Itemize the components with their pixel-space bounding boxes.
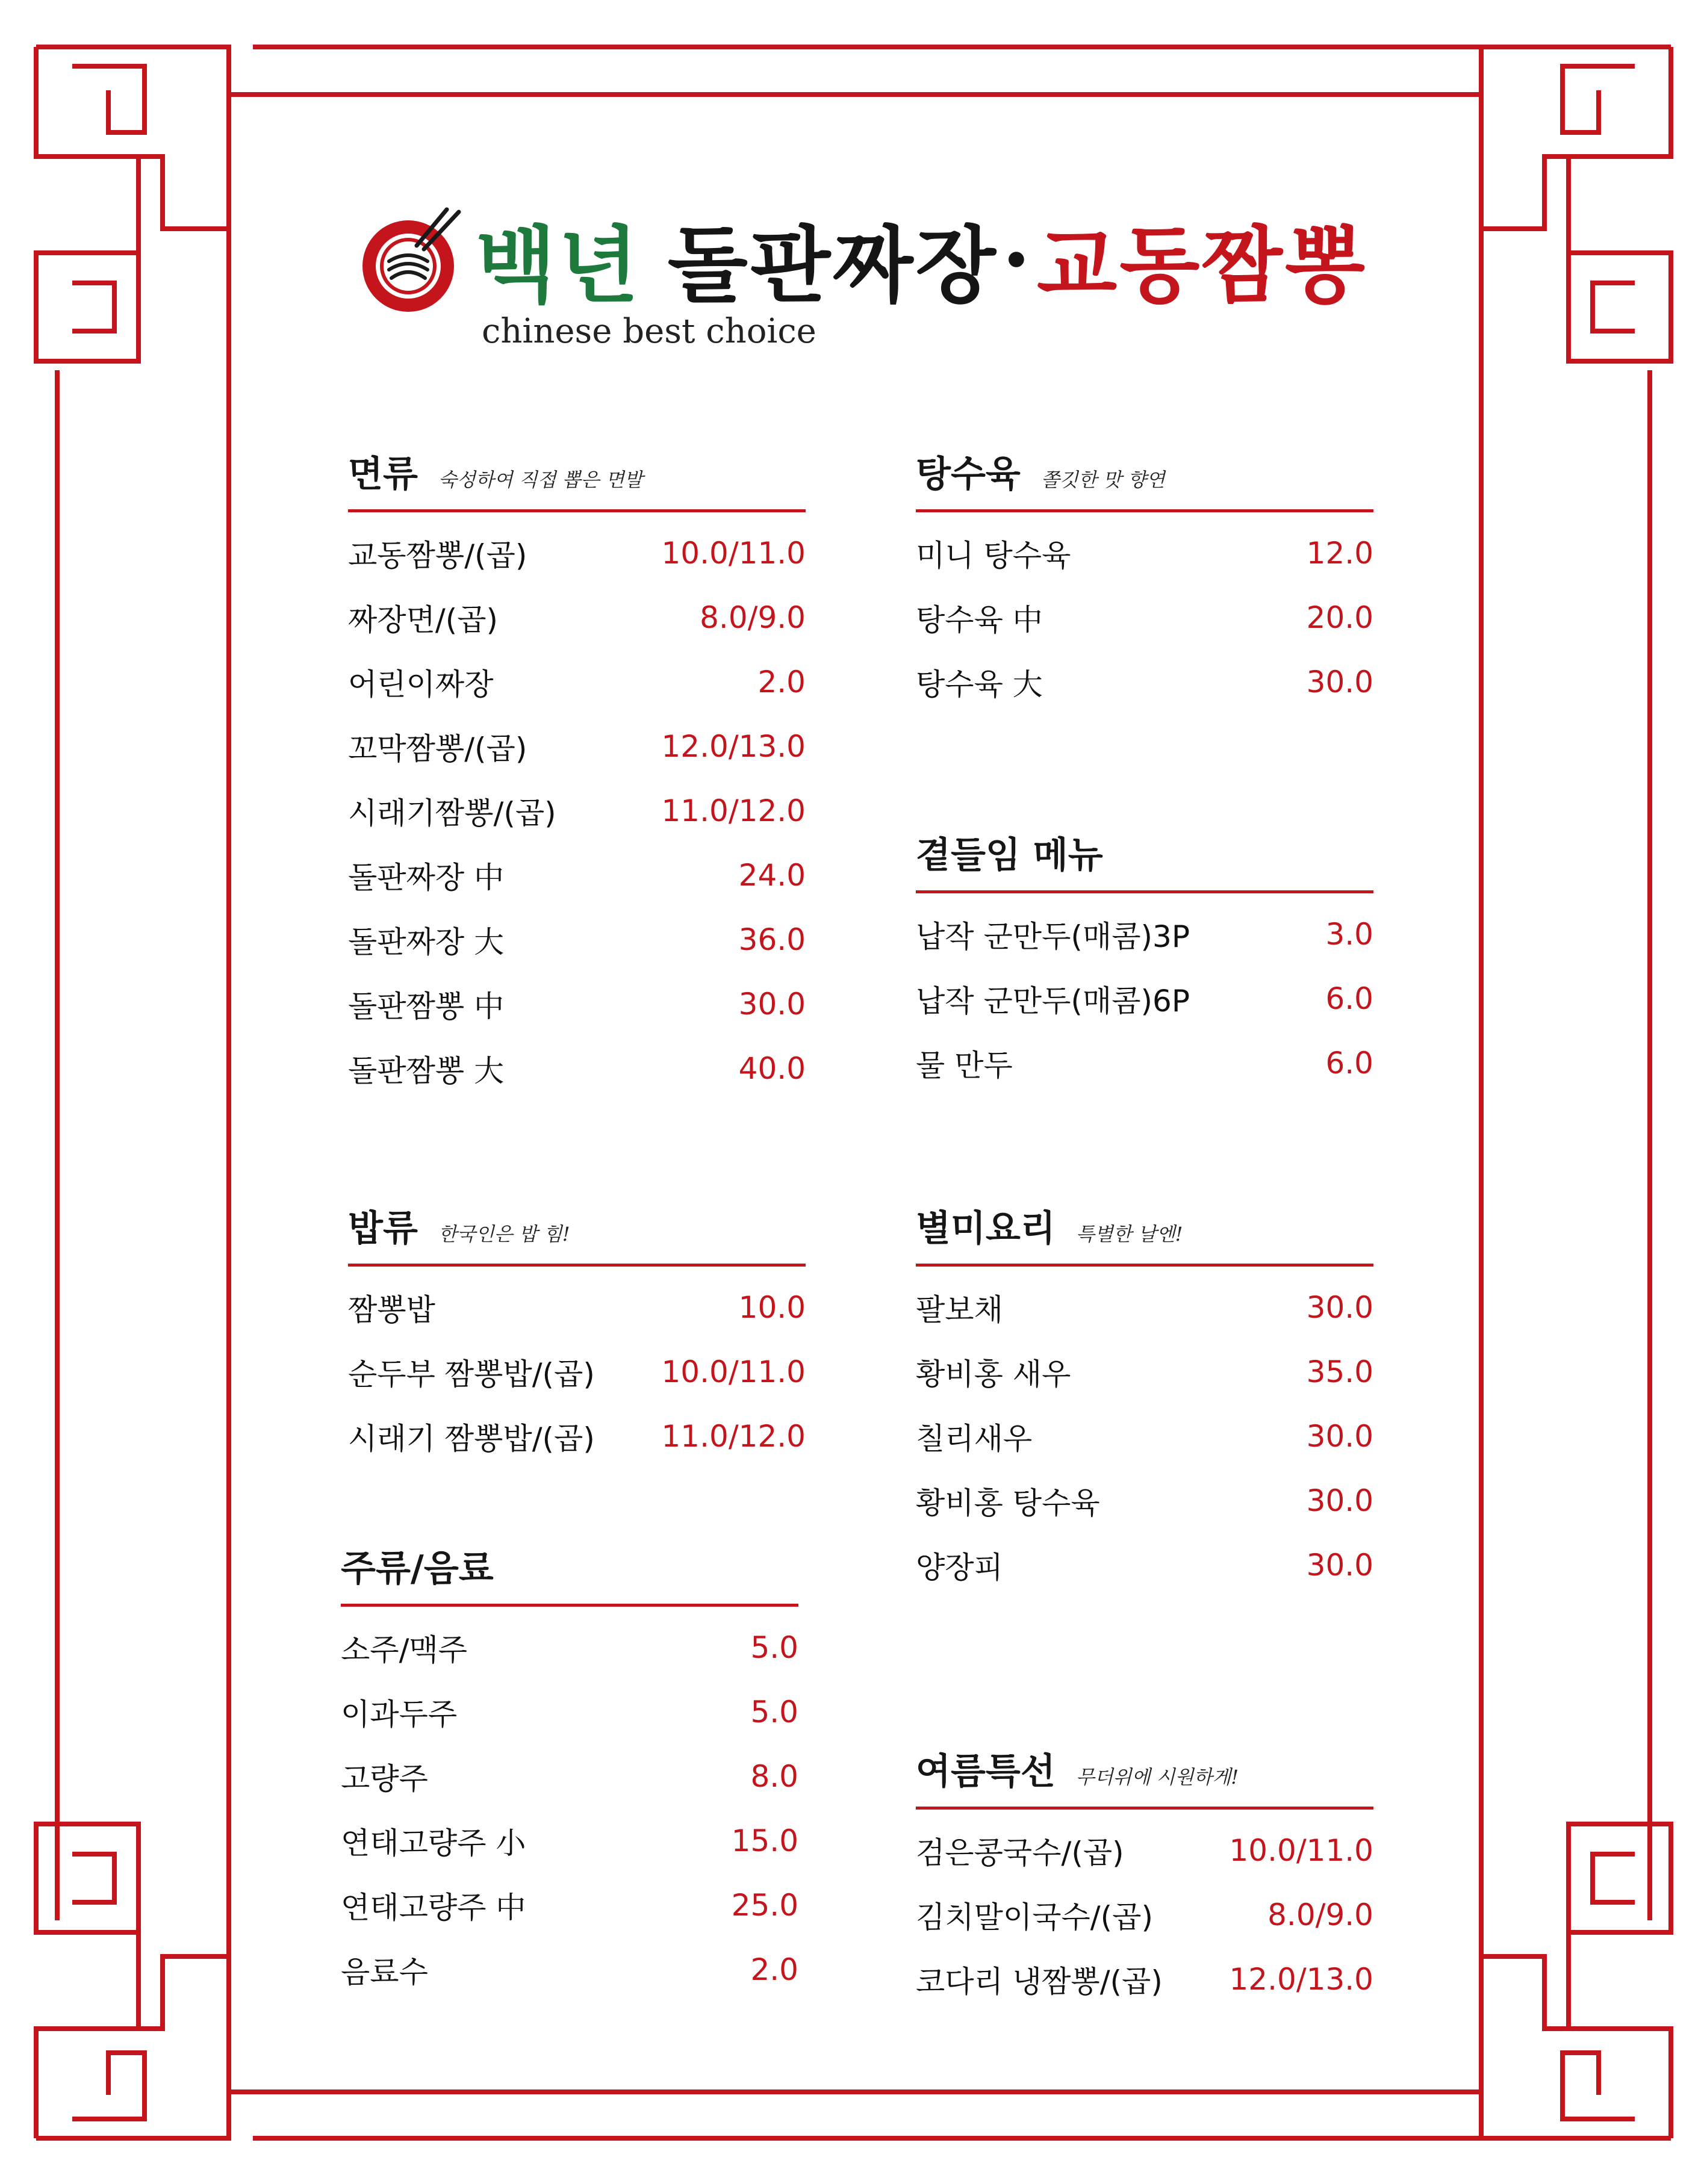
menu-item-price: 20.0 xyxy=(1306,600,1373,635)
menu-item xyxy=(916,585,1373,650)
menu-item xyxy=(916,1031,1373,1095)
menu-item-price: 15.0 xyxy=(731,1823,798,1858)
corner-fret-bottom-left xyxy=(36,1824,229,2138)
section-subtitle: 특별한 날엔! xyxy=(1075,1223,1183,1246)
menu-item xyxy=(348,1404,806,1468)
section-header xyxy=(916,1746,1373,1810)
section-title: 별미요리 xyxy=(916,1208,1056,1250)
menu-item xyxy=(916,1818,1373,1882)
menu-item-name: 탕수육 中 xyxy=(916,602,1043,638)
section-header xyxy=(916,448,1373,512)
section-title: 곁들임 메뉴 xyxy=(916,834,1103,876)
section-header xyxy=(348,448,806,512)
menu-item-price: 10.0/11.0 xyxy=(661,1354,806,1389)
section-header xyxy=(341,1543,798,1607)
section-special xyxy=(916,1203,1373,1597)
menu-item xyxy=(341,1680,798,1744)
menu-item-name: 돌판짬뽕 中 xyxy=(348,988,505,1024)
menu-item-price: 3.0 xyxy=(1325,916,1373,952)
menu-item xyxy=(348,585,806,650)
menu-item-price: 40.0 xyxy=(738,1050,806,1086)
menu-item-price: 2.0 xyxy=(750,1952,798,1987)
section-header xyxy=(916,830,1373,893)
corner-fret-top-right xyxy=(1481,47,1671,361)
section-subtitle: 한국인은 밥 힘! xyxy=(438,1223,570,1246)
menu-item-price: 11.0/12.0 xyxy=(661,793,806,828)
section-subtitle: 숙성하여 직접 뽑은 면발 xyxy=(438,468,643,491)
menu-item-price: 30.0 xyxy=(1306,1483,1373,1518)
title-separator-dot: · xyxy=(1001,209,1033,308)
menu-item-name: 순두부 짬뽕밥/(곱) xyxy=(348,1356,595,1392)
menu-item xyxy=(348,778,806,843)
menu-item-list xyxy=(348,521,806,1100)
menu-item-name: 이과두주 xyxy=(341,1696,458,1732)
section-title: 탕수육 xyxy=(916,453,1021,495)
section-side xyxy=(916,830,1373,1095)
menu-item xyxy=(348,521,806,585)
menu-item-price: 5.0 xyxy=(750,1694,798,1730)
menu-item-name: 김치말이국수/(곱) xyxy=(916,1899,1153,1935)
section-header xyxy=(348,1203,806,1267)
menu-item-price: 24.0 xyxy=(738,857,806,893)
menu-item xyxy=(348,1339,806,1404)
menu-item-price: 10.0 xyxy=(738,1289,806,1325)
menu-item-name: 납작 군만두(매콤)3P xyxy=(916,919,1190,954)
menu-item-name: 납작 군만두(매콤)6P xyxy=(916,983,1190,1019)
menu-item-name: 고량주 xyxy=(341,1761,428,1796)
menu-item-price: 10.0/11.0 xyxy=(661,535,806,571)
menu-item-name: 소주/맥주 xyxy=(341,1632,468,1667)
menu-item-price: 5.0 xyxy=(750,1630,798,1665)
menu-item-name: 돌판짬뽕 大 xyxy=(348,1053,505,1088)
menu-item-price: 8.0 xyxy=(750,1758,798,1794)
menu-item xyxy=(341,1808,798,1873)
menu-item-name: 시래기짬뽕/(곱) xyxy=(348,795,556,831)
menu-item-name: 황비홍 탕수육 xyxy=(916,1485,1100,1521)
section-noodles xyxy=(348,448,806,1100)
section-subtitle: 무더위에 시원하게! xyxy=(1075,1766,1239,1788)
restaurant-title xyxy=(476,208,1368,314)
menu-item xyxy=(348,907,806,972)
menu-item xyxy=(916,1533,1373,1597)
corner-fret-top-left xyxy=(36,47,229,361)
menu-item xyxy=(348,1275,806,1339)
menu-item-price: 8.0/9.0 xyxy=(1267,1897,1373,1932)
menu-item-list xyxy=(916,1275,1373,1597)
section-title: 면류 xyxy=(348,453,418,495)
menu-item-name: 탕수육 大 xyxy=(916,666,1043,702)
noodle-bowl-chopsticks-icon xyxy=(356,207,465,315)
title-part-dolpan-jjajang: 돌판짜장 xyxy=(667,216,998,314)
menu-item-name: 코다리 냉짬뽕/(곱) xyxy=(916,1964,1163,1999)
menu-item xyxy=(916,1468,1373,1533)
menu-item xyxy=(341,1744,798,1808)
menu-item-price: 12.0 xyxy=(1306,535,1373,571)
menu-item-list xyxy=(341,1615,798,2002)
menu-item-price: 30.0 xyxy=(1306,1547,1373,1583)
menu-item-price: 6.0 xyxy=(1325,1045,1373,1081)
menu-item xyxy=(916,1947,1373,2011)
menu-item-price: 35.0 xyxy=(1306,1354,1373,1389)
menu-item-list xyxy=(916,1818,1373,2011)
menu-item-price: 36.0 xyxy=(738,922,806,957)
menu-item xyxy=(916,521,1373,585)
menu-item xyxy=(916,1339,1373,1404)
menu-item-name: 돌판짜장 中 xyxy=(348,860,505,895)
menu-item-name: 연태고량주 中 xyxy=(341,1890,526,1925)
menu-item xyxy=(348,714,806,778)
menu-item-price: 10.0/11.0 xyxy=(1229,1832,1373,1868)
menu-item-name: 연태고량주 小 xyxy=(341,1825,526,1861)
menu-item xyxy=(341,1937,798,2002)
menu-item-name: 미니 탕수육 xyxy=(916,538,1071,573)
menu-item xyxy=(916,1275,1373,1339)
section-rice xyxy=(348,1203,806,1468)
menu-item-name: 시래기 짬뽕밥/(곱) xyxy=(348,1421,595,1456)
menu-item xyxy=(341,1615,798,1680)
menu-item-price: 30.0 xyxy=(1306,1418,1373,1454)
frame-inner-border xyxy=(229,95,1481,138)
menu-item xyxy=(348,972,806,1036)
menu-item-name: 돌판짜장 大 xyxy=(348,924,505,960)
menu-item-name: 음료수 xyxy=(341,1954,428,1990)
section-tangsuyuk xyxy=(916,448,1373,714)
title-part-gyodong-jjamppong: 교동짬뽕 xyxy=(1036,216,1368,314)
menu-item-name: 양장피 xyxy=(916,1550,1003,1585)
corner-fret-bottom-right xyxy=(1481,1824,1671,2138)
menu-item-price: 11.0/12.0 xyxy=(661,1418,806,1454)
menu-item-price: 30.0 xyxy=(1306,664,1373,700)
menu-item xyxy=(916,902,1373,966)
section-title: 여름특선 xyxy=(916,1751,1056,1793)
title-part-baeknyeon: 백년 xyxy=(476,216,641,314)
menu-item xyxy=(348,650,806,714)
menu-item xyxy=(916,650,1373,714)
menu-item-name: 검은콩국수/(곱) xyxy=(916,1835,1124,1870)
menu-item-price: 8.0/9.0 xyxy=(700,600,806,635)
menu-item-price: 12.0/13.0 xyxy=(1229,1961,1373,1997)
menu-item-price: 6.0 xyxy=(1325,981,1373,1016)
menu-item xyxy=(341,1873,798,1937)
menu-item-list xyxy=(916,902,1373,1095)
menu-item-name: 팔보채 xyxy=(916,1292,1003,1327)
section-title: 주류/음료 xyxy=(341,1548,494,1590)
menu-item xyxy=(916,966,1373,1031)
menu-item-list xyxy=(348,1275,806,1468)
menu-item-price: 30.0 xyxy=(738,986,806,1022)
menu-item-price: 2.0 xyxy=(757,664,806,700)
section-subtitle: 쫄깃한 맛 향연 xyxy=(1040,468,1165,491)
section-header xyxy=(916,1203,1373,1267)
menu-item-price: 30.0 xyxy=(1306,1289,1373,1325)
menu-item-list xyxy=(916,521,1373,714)
menu-item-name: 어린이짜장 xyxy=(348,666,494,702)
menu-item xyxy=(348,843,806,907)
menu-item-price: 12.0/13.0 xyxy=(661,728,806,764)
section-drinks xyxy=(341,1543,798,2002)
menu-item xyxy=(916,1404,1373,1468)
menu-item-name: 꼬막짬뽕/(곱) xyxy=(348,731,527,766)
menu-item-name: 칠리새우 xyxy=(916,1421,1033,1456)
menu-item-name: 짜장면/(곱) xyxy=(348,602,499,638)
menu-item-price: 25.0 xyxy=(731,1887,798,1923)
menu-item-name: 짬뽕밥 xyxy=(348,1292,435,1327)
menu-item xyxy=(348,1036,806,1100)
section-summer xyxy=(916,1746,1373,2011)
menu-item xyxy=(916,1882,1373,1947)
restaurant-subtitle: chinese best choice xyxy=(482,312,816,351)
menu-item-name: 물 만두 xyxy=(916,1047,1013,1083)
menu-item-name: 황비홍 새우 xyxy=(916,1356,1071,1392)
section-title: 밥류 xyxy=(348,1208,418,1250)
menu-item-name: 교동짬뽕/(곱) xyxy=(348,538,527,573)
